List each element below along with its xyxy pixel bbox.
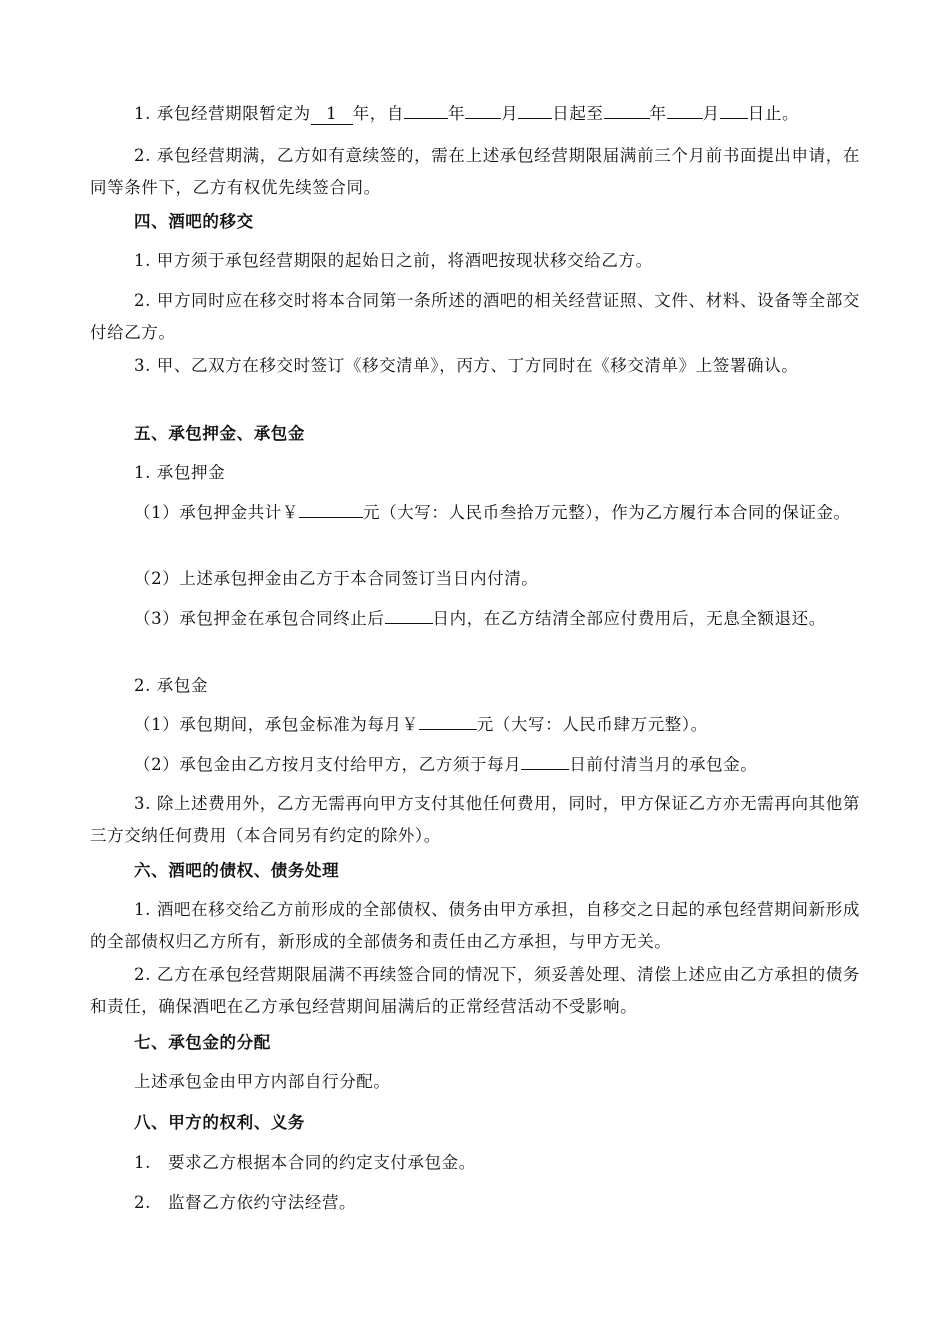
section-4-item-1: 1. 甲方须于承包经营期限的起始日之前，将酒吧按现状移交给乙方。 [134,251,653,270]
deposit-item-3: （3）承包押金在承包合同终止后 日内，在乙方结清全部应付费用后，无息全额退还。 [134,609,826,628]
start-year-blank [404,118,448,119]
section-5-item-3: 3. 除上述费用外，乙方无需再向甲方支付其他任何费用，同时，甲方保证乙方亦无需再向其他第三方交纳任何费用（本合同另有约定的除外）。 [90,794,860,845]
fee-item-2: （2）承包金由乙方按月支付给甲方，乙方须于每月 日前付清当月的承包金。 [134,755,758,774]
section-5-sub-2: 2. 承包金 [134,676,209,695]
years-blank: 1 [311,104,353,125]
section-8-item-1: 1. 要求乙方根据本合同的约定支付承包金。 [134,1153,476,1172]
section-6-heading: 六、酒吧的债权、债务处理 [134,861,340,880]
section-5-heading: 五、承包押金、承包金 [134,424,305,443]
section-6-item-1: 1. 酒吧在移交给乙方前形成的全部债权、债务由甲方承担，自移交之日起的承包经营期间新形成的全部债权归乙方所有，新形成的全部债务和责任由乙方承担，与甲方无关。 [90,900,860,951]
refund-days-blank [385,623,433,624]
start-month-blank [465,118,501,119]
monthly-fee-blank [419,729,477,730]
end-month-blank [667,118,703,119]
section-4-heading: 四、酒吧的移交 [134,212,254,231]
section-6-item-2: 2. 乙方在承包经营期限届满不再续签合同的情况下，须妥善处理、清偿上述应由乙方承担的债务和责任，确保酒吧在乙方承包经营期间届满后的正常经营活动不受影响。 [90,965,860,1016]
term-paragraph-2: 2. 承包经营期满，乙方如有意续签的，需在上述承包经营期限届满前三个月前书面提出申请，在同等条件下，乙方有权优先续签合同。 [90,146,860,197]
term-paragraph-1: 1. 承包经营期限暂定为 1 年，自 年 月 日起至 年 月 日止。 [134,104,800,123]
start-day-blank [518,118,552,119]
deposit-item-2: （2）上述承包押金由乙方于本合同签订当日内付清。 [134,569,539,588]
end-day-blank [720,118,748,119]
section-7-heading: 七、承包金的分配 [134,1033,271,1052]
section-8-item-2: 2. 监督乙方依约守法经营。 [134,1193,357,1212]
section-4-item-2: 2. 甲方同时应在移交时将本合同第一条所述的酒吧的相关经营证照、文件、材料、设备等全部交付给乙方。 [90,291,860,342]
section-5-sub-1: 1. 承包押金 [134,463,226,482]
end-year-blank [604,118,650,119]
deposit-item-1: （1）承包押金共计￥ 元（大写：人民币叁拾万元整），作为乙方履行本合同的保证金。 [134,503,851,522]
fee-item-1: （1）承包期间，承包金标准为每月￥ 元（大写：人民币肆万元整）。 [134,715,708,734]
section-4-item-3: 3. 甲、乙双方在移交时签订《移交清单》，丙方、丁方同时在《移交清单》上签署确认。 [134,356,799,375]
deposit-amount-blank [299,517,363,518]
payment-day-blank [521,769,569,770]
section-7-text: 上述承包金由甲方内部自行分配。 [134,1072,391,1091]
section-8-heading: 八、甲方的权利、义务 [134,1113,305,1132]
